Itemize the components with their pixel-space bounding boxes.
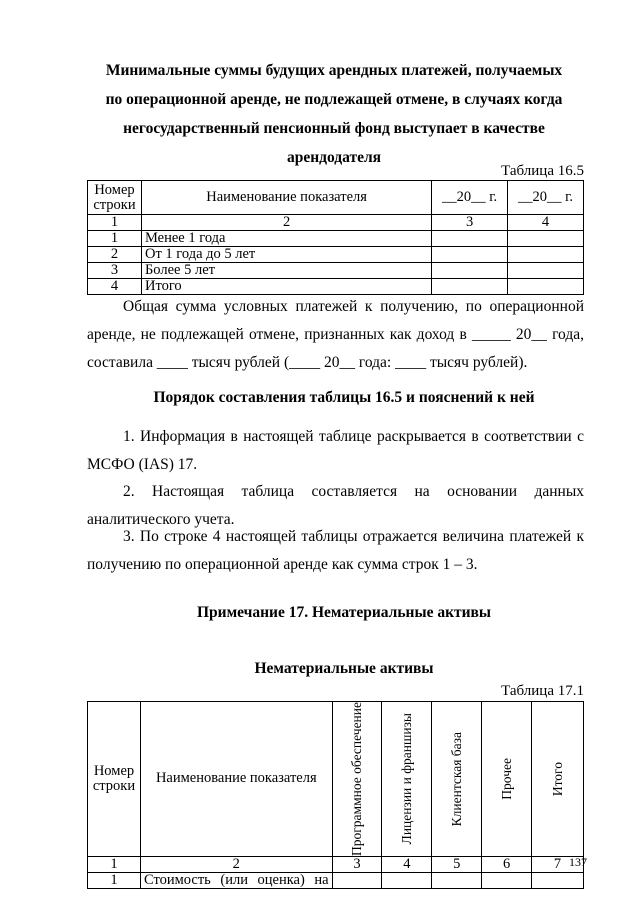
index-cell: 4: [382, 856, 432, 872]
header-client-base-label: Клиентская база: [448, 731, 464, 827]
row-name: От 1 года до 5 лет: [141, 247, 431, 263]
value-cell: [532, 872, 584, 888]
row-number: 3: [88, 263, 142, 279]
heading-line-1: Минимальные суммы будущих арендных платежей, получаемых: [105, 62, 563, 79]
heading-line-2: по операционной аренде, не подлежащей отмене, в случаях когда: [105, 91, 563, 108]
header-year-2: __20__ г.: [508, 181, 584, 215]
row-name: Менее 1 года: [141, 231, 431, 247]
value-cell: [508, 263, 584, 279]
table-16-5: [87, 180, 584, 295]
table-17-1-caption: Таблица 17.1: [501, 683, 584, 699]
header-software: [332, 702, 382, 857]
paragraph-line: составила ____ тысяч рублей (____ 20__ года: ____ тысяч рублей).: [87, 354, 528, 371]
index-cell: 2: [141, 215, 431, 231]
heading-line-3: негосударственный пенсионный фонд выступает в качестве: [123, 120, 545, 137]
total-payments-paragraph: [87, 293, 584, 377]
table-row: [88, 263, 584, 279]
header-indicator-name: Наименование показателя: [140, 702, 332, 857]
header-licenses-label: Лицензии и франшизы: [398, 713, 414, 845]
row-number: 1: [88, 872, 141, 888]
row-number: 1: [88, 231, 142, 247]
table-row: [88, 247, 584, 263]
table-16-5-caption: Таблица 16.5: [501, 163, 584, 179]
table-17-1: [87, 701, 584, 889]
item-1-paragraph: 1. Информация в настоящей таблице раскрывается в соответствии с МСФО (IAS) 17.: [87, 428, 584, 473]
table-row: [88, 231, 584, 247]
row-name: Более 5 лет: [141, 263, 431, 279]
index-cell: 1: [88, 215, 142, 231]
index-cell: 3: [332, 856, 382, 872]
header-year-1: __20__ г.: [432, 181, 508, 215]
index-cell: 4: [508, 215, 584, 231]
row-name: Стоимость (или оценка) на: [140, 872, 332, 888]
index-cell: 6: [482, 856, 532, 872]
page-number: 137: [569, 855, 587, 869]
value-cell: [508, 247, 584, 263]
section-title: Порядок составления таблицы 16.5 и пояснений к ней: [153, 389, 535, 406]
header-row-number: Номер строки: [88, 702, 141, 857]
index-cell: 5: [432, 856, 482, 872]
value-cell: [432, 872, 482, 888]
row-name: Итого: [141, 279, 431, 295]
row-number: 2: [88, 247, 142, 263]
value-cell: [432, 263, 508, 279]
document-heading: [60, 56, 608, 172]
header-row-number: Номер строки: [88, 181, 142, 215]
index-cell: 1: [88, 856, 141, 872]
value-cell: [432, 247, 508, 263]
note-17-subtitle: Нематериальные активы: [254, 660, 434, 677]
header-client-base: [432, 702, 482, 857]
header-other-label: Прочее: [498, 758, 514, 800]
value-cell: [382, 872, 432, 888]
table-row: [88, 872, 584, 888]
value-cell: [508, 231, 584, 247]
header-licenses: [382, 702, 432, 857]
index-cell: 7: [532, 856, 584, 872]
index-cell: 2: [140, 856, 332, 872]
heading-line-4: арендодателя: [286, 149, 382, 166]
note-17-title: Примечание 17. Нематериальные активы: [196, 604, 492, 621]
header-indicator-name: Наименование показателя: [141, 181, 431, 215]
value-cell: [332, 872, 382, 888]
header-software-label: Программное обеспечение: [349, 702, 365, 856]
value-cell: [432, 231, 508, 247]
index-cell: 3: [432, 215, 508, 231]
header-total-label: Итого: [549, 761, 565, 797]
item-2-paragraph: 2. Настоящая таблица составляется на основании данных аналитического учета.: [87, 483, 584, 528]
header-total: [532, 702, 584, 857]
paragraph-line: аренде, не подлежащей отмене, признанных как доход в _____ 20__ года,: [87, 326, 584, 343]
paragraph-line: Общая сумма условных платежей к получению, по операционной: [123, 298, 584, 315]
header-other: [482, 702, 532, 857]
row-number: 4: [88, 279, 142, 295]
item-3-paragraph: 3. По строке 4 настоящей таблицы отражается величина платежей к получению по операционной аренде как сумма строк 1 – 3.: [87, 528, 584, 573]
value-cell: [482, 872, 532, 888]
